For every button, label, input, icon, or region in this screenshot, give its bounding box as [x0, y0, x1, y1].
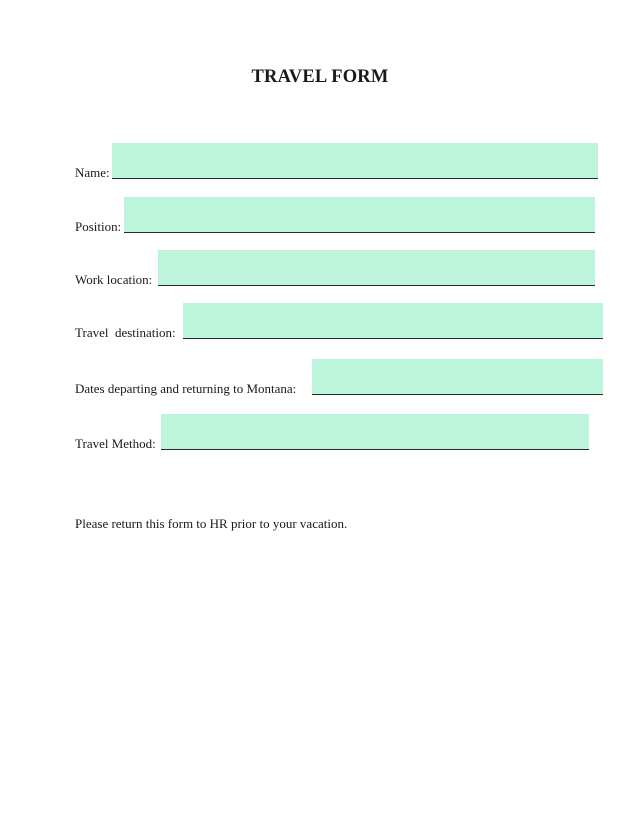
dates-field[interactable]: [312, 359, 603, 395]
travel-destination-row: [75, 301, 603, 341]
dates-row: [75, 357, 603, 397]
position-label: Position:: [75, 219, 122, 234]
form-title: TRAVEL FORM: [251, 67, 389, 87]
name-label: Name:: [75, 165, 110, 180]
dates-label: Dates departing and returning to Montana:: [75, 381, 297, 396]
work-location-row: [75, 248, 595, 288]
name-row: [75, 141, 598, 181]
name-field[interactable]: [112, 143, 598, 179]
travel-method-row: [75, 412, 589, 452]
travel-destination-label: Travel destination:: [75, 325, 176, 340]
travel-method-label: Travel Method:: [75, 436, 156, 451]
travel-method-field[interactable]: [161, 414, 589, 450]
work-location-label: Work location:: [75, 272, 153, 287]
work-location-field[interactable]: [158, 250, 595, 286]
footer-note: Please return this form to HR prior to your vacation.: [75, 516, 348, 531]
position-row: [75, 195, 595, 235]
position-field[interactable]: [124, 197, 595, 233]
travel-destination-field[interactable]: [183, 303, 603, 339]
